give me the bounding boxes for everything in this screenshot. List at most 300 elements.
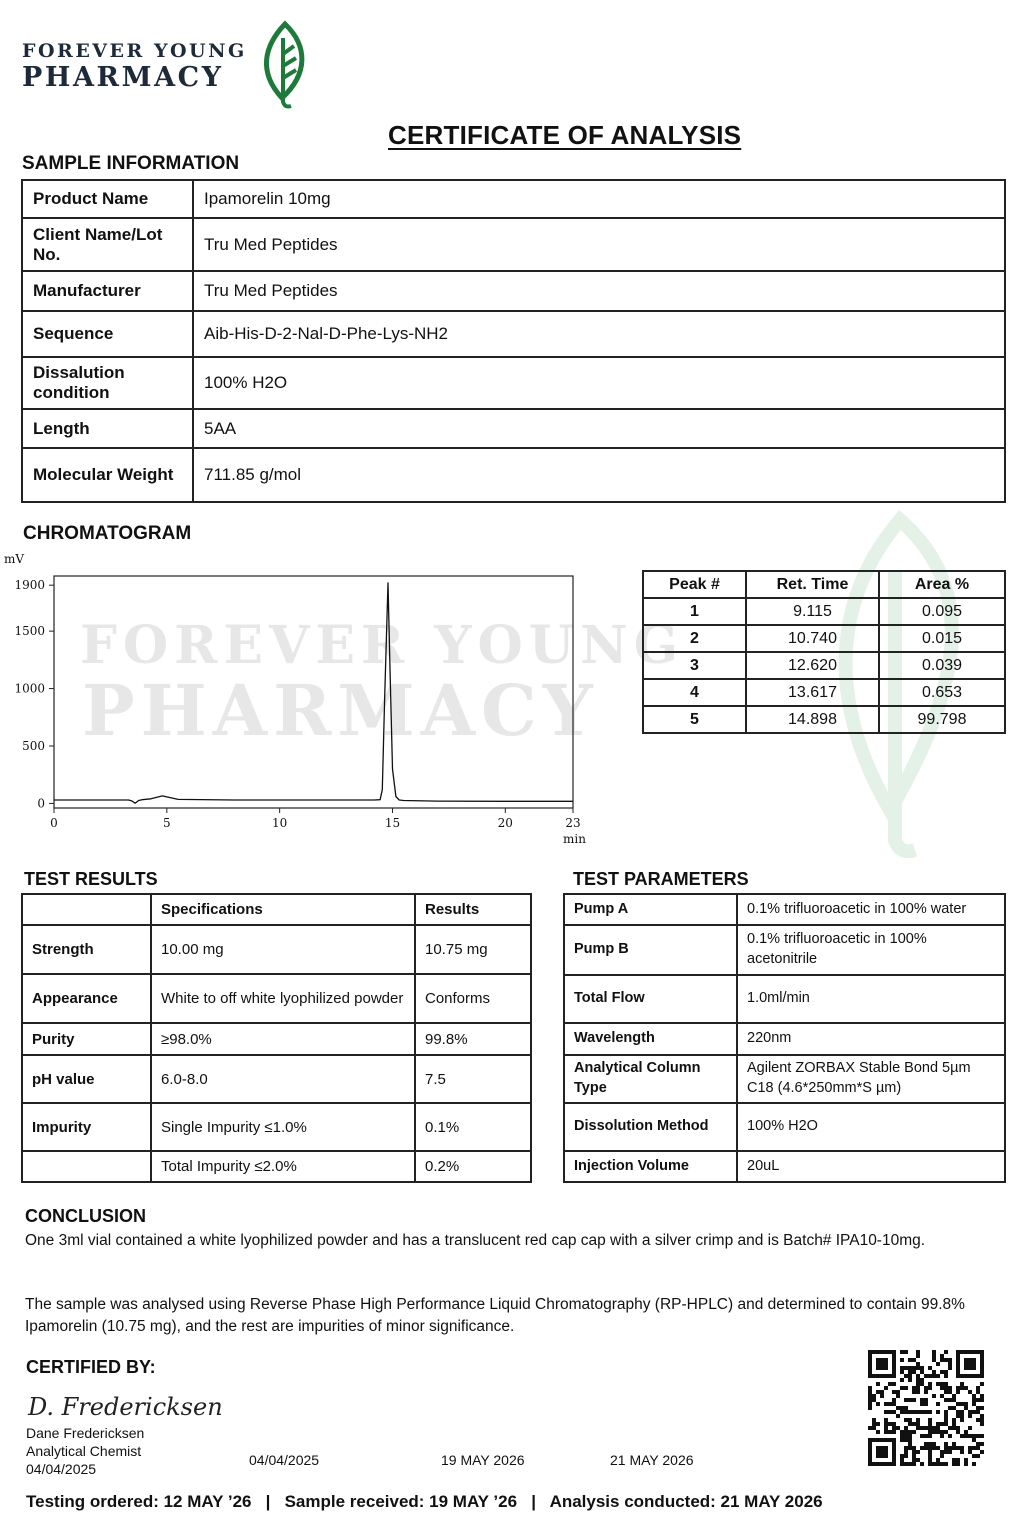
qr-module [928,1426,932,1430]
row-result: 0.2% [415,1151,531,1182]
qr-module [960,1402,964,1406]
qr-module [872,1418,876,1422]
qr-module [868,1426,872,1430]
table-row [22,1055,531,1103]
qr-module [912,1450,916,1454]
qr-module [952,1406,956,1410]
qr-module [928,1462,932,1466]
qr-module [960,1414,964,1418]
qr-module [944,1382,948,1386]
chromatogram-heading: CHROMATOGRAM [23,523,192,544]
qr-module [928,1366,932,1370]
qr-module [948,1426,952,1430]
qr-module [912,1446,916,1450]
qr-module [956,1390,960,1394]
qr-module [980,1394,984,1398]
qr-module [948,1358,952,1362]
qr-module [892,1398,896,1402]
qr-module [944,1450,948,1454]
qr-module [980,1434,984,1438]
row-result: 99.8% [415,1023,531,1055]
qr-module [912,1390,916,1394]
qr-module [884,1410,888,1414]
qr-module [908,1378,912,1382]
peak-ret-time: 10.740 [746,625,879,652]
qr-module [892,1382,896,1386]
qr-module [924,1410,928,1414]
x-tick-label: 20 [497,816,513,830]
qr-module [896,1406,900,1410]
qr-module [892,1426,896,1430]
qr-module [936,1458,940,1462]
table-row [22,925,531,974]
conclusion-heading: CONCLUSION [25,1206,146,1226]
qr-module [920,1402,924,1406]
param-value: Agilent ZORBAX Stable Bond 5µm C18 (4.6*250mm*S µm) [737,1055,1005,1103]
qr-module [896,1414,900,1418]
qr-module [940,1358,944,1362]
qr-module [876,1390,880,1394]
qr-module [924,1386,928,1390]
param-value: 220nm [737,1023,1005,1055]
table-row [564,975,1005,1023]
row-label: Product Name [22,180,193,218]
col-header-blank [22,894,151,925]
table-header-row [643,571,1005,598]
y-tick-label: 0 [37,796,45,811]
y-tick-label: 1900 [14,578,45,593]
qr-module [908,1366,912,1370]
test-parameters-heading: TEST PARAMETERS [573,869,749,889]
qr-module [912,1370,916,1374]
table-row [22,218,1005,271]
qr-module [956,1414,960,1418]
qr-module [900,1454,904,1458]
qr-module [948,1366,952,1370]
qr-finder [876,1446,888,1458]
qr-module [936,1430,940,1434]
qr-module [964,1406,968,1410]
peak-ret-time: 14.898 [746,706,879,733]
qr-module [932,1442,936,1446]
peak-table [642,570,1006,734]
param-value: 1.0ml/min [737,975,1005,1023]
qr-module [972,1462,976,1466]
qr-module [972,1402,976,1406]
row-value: 5AA [193,409,1005,448]
qr-module [940,1422,944,1426]
qr-module [932,1394,936,1398]
qr-module [968,1426,972,1430]
qr-module [920,1426,924,1430]
row-spec: 10.00 mg [151,925,415,974]
qr-module [912,1458,916,1462]
qr-module [976,1386,980,1390]
qr-module [920,1410,924,1414]
table-row [22,1103,531,1151]
qr-module [920,1462,924,1466]
qr-module [920,1446,924,1450]
qr-module [944,1462,948,1466]
date-field-a: 04/04/2025 [249,1452,320,1468]
qr-module [916,1354,920,1358]
qr-module [968,1446,972,1450]
peak-ret-time: 9.115 [746,598,879,625]
qr-module [884,1422,888,1426]
qr-module [916,1422,920,1426]
qr-module [888,1402,892,1406]
peak-number: 3 [643,652,746,679]
qr-module [940,1450,944,1454]
qr-module [928,1418,932,1422]
qr-finder [876,1358,888,1370]
qr-module [976,1410,980,1414]
qr-module [936,1374,940,1378]
qr-module [948,1406,952,1410]
qr-module [900,1458,904,1462]
qr-module [868,1406,872,1410]
qr-module [916,1426,920,1430]
row-label: Sequence [22,311,193,357]
sample-info-table [21,179,1006,503]
qr-module [916,1418,920,1422]
param-value: 0.1% trifluoroacetic in 100% acetonitrile [737,925,1005,975]
qr-module [972,1394,976,1398]
qr-module [964,1402,968,1406]
qr-module [912,1366,916,1370]
qr-module [904,1366,908,1370]
qr-module [940,1382,944,1386]
qr-module [976,1398,980,1402]
qr-module [872,1394,876,1398]
row-label: pH value [22,1055,151,1103]
qr-module [904,1446,908,1450]
qr-module [908,1374,912,1378]
qr-module [980,1450,984,1454]
peak-number: 1 [643,598,746,625]
row-label: Manufacturer [22,271,193,311]
qr-module [976,1418,980,1422]
qr-module [972,1446,976,1450]
qr-module [952,1398,956,1402]
qr-module [948,1386,952,1390]
table-row [564,1103,1005,1151]
qr-module [932,1426,936,1430]
qr-module [964,1386,968,1390]
qr-module [892,1422,896,1426]
qr-module [932,1350,936,1354]
qr-module [908,1438,912,1442]
chromatogram-chart [0,548,640,848]
qr-module [976,1454,980,1458]
qr-module [956,1426,960,1430]
qr-module [948,1362,952,1366]
qr-module [888,1422,892,1426]
qr-module [916,1390,920,1394]
qr-module [880,1390,884,1394]
x-tick-label: 23 [565,816,581,830]
y-axis-label: mV [4,552,25,566]
qr-module [880,1394,884,1398]
param-value: 100% H2O [737,1103,1005,1151]
qr-module [932,1374,936,1378]
qr-module [908,1434,912,1438]
qr-module [972,1454,976,1458]
peak-area: 0.039 [879,652,1005,679]
row-value: Tru Med Peptides [193,218,1005,271]
qr-module [928,1442,932,1446]
chromatogram-trace [54,583,573,803]
qr-module [944,1350,948,1354]
qr-module [976,1390,980,1394]
qr-module [936,1362,940,1366]
qr-module [980,1398,984,1402]
table-row [564,1055,1005,1103]
peak-number: 2 [643,625,746,652]
qr-module [912,1462,916,1466]
qr-module [908,1462,912,1466]
brand-logo-text [22,42,247,91]
col-header-ret-time: Ret. Time [746,571,879,598]
qr-module [980,1406,984,1410]
qr-module [920,1398,924,1402]
sample-info-heading: SAMPLE INFORMATION [22,153,240,174]
qr-module [916,1450,920,1454]
qr-module [932,1446,936,1450]
qr-module [900,1378,904,1382]
qr-module [944,1370,948,1374]
qr-module [928,1410,932,1414]
qr-module [912,1422,916,1426]
qr-module [948,1390,952,1394]
table-row [22,1151,531,1182]
qr-module [956,1458,960,1462]
qr-module [944,1414,948,1418]
row-label: Client Name/Lot No. [22,218,193,271]
qr-module [956,1410,960,1414]
table-row [22,357,1005,409]
qr-module [924,1442,928,1446]
qr-module [908,1446,912,1450]
qr-module [892,1390,896,1394]
qr-module [888,1430,892,1434]
qr-module [900,1406,904,1410]
qr-module [932,1430,936,1434]
qr-module [976,1406,980,1410]
qr-module [920,1434,924,1438]
qr-module [968,1434,972,1438]
qr-module [948,1450,952,1454]
qr-module [944,1430,948,1434]
qr-module [900,1410,904,1414]
qr-module [912,1386,916,1390]
qr-module [960,1386,964,1390]
qr-module [952,1422,956,1426]
test-parameters-table [563,893,1006,1183]
row-label [22,1151,151,1182]
qr-module [944,1358,948,1362]
peak-area: 0.095 [879,598,1005,625]
row-result: Conforms [415,974,531,1023]
qr-module [952,1458,956,1462]
qr-module [940,1354,944,1358]
qr-module [904,1434,908,1438]
table-row [22,311,1005,357]
signature-text: D. Fredericksen [28,1393,223,1421]
row-label: Appearance [22,974,151,1023]
qr-module [952,1418,956,1422]
qr-module [884,1402,888,1406]
qr-module [940,1394,944,1398]
qr-module [972,1410,976,1414]
row-result: 0.1% [415,1103,531,1151]
qr-module [884,1418,888,1422]
qr-module [976,1446,980,1450]
qr-module [932,1354,936,1358]
x-tick-label: 10 [272,816,288,830]
qr-module [904,1386,908,1390]
qr-module [920,1366,924,1370]
x-tick-label: 5 [163,816,171,830]
row-spec: ≥98.0% [151,1023,415,1055]
certifier-name: Dane Fredericksen [26,1425,145,1441]
qr-module [928,1434,932,1438]
row-label: Strength [22,925,151,974]
qr-module [904,1398,908,1402]
qr-module [904,1418,908,1422]
qr-module [948,1446,952,1450]
qr-module [916,1378,920,1382]
qr-module [940,1454,944,1458]
qr-module [924,1434,928,1438]
footer-separator: | [531,1492,537,1511]
testing-ordered: Testing ordered: 12 MAY ’26 [26,1492,252,1511]
row-spec: 6.0-8.0 [151,1055,415,1103]
qr-module [928,1458,932,1462]
qr-module [968,1414,972,1418]
row-value: Ipamorelin 10mg [193,180,1005,218]
row-spec: Single Impurity ≤1.0% [151,1103,415,1151]
table-row [643,679,1005,706]
table-row [22,448,1005,502]
conclusion-paragraph-2: The sample was analysed using Reverse Phase High Performance Liquid Chromatography (RP-HPLC) and determined to contain 99.8% Ipamorelin (10.75 mg), and the rest are impurities of minor significance. [25,1296,965,1335]
qr-module [876,1382,880,1386]
row-value: 100% H2O [193,357,1005,409]
y-tick-label: 500 [22,738,45,753]
analysis-conducted: Analysis conducted: 21 MAY 2026 [549,1492,823,1511]
qr-module [912,1454,916,1458]
date-field-c: 21 MAY 2026 [610,1452,694,1468]
qr-module [868,1402,872,1406]
row-result: 7.5 [415,1055,531,1103]
qr-module [904,1410,908,1414]
param-value: 0.1% trifluoroacetic in 100% water [737,894,1005,925]
qr-module [956,1386,960,1390]
qr-module [904,1462,908,1466]
table-row [22,180,1005,218]
qr-module [916,1458,920,1462]
qr-module [912,1398,916,1402]
qr-module [900,1386,904,1390]
qr-module [908,1418,912,1422]
row-value: 711.85 g/mol [193,448,1005,502]
test-results-heading: TEST RESULTS [24,869,158,889]
qr-module [916,1374,920,1378]
peak-area: 0.015 [879,625,1005,652]
qr-module [952,1442,956,1446]
certified-by-heading: CERTIFIED BY: [26,1357,156,1377]
qr-module [956,1446,960,1450]
table-row [643,625,1005,652]
table-row [643,706,1005,733]
signature [26,1387,223,1425]
qr-module [888,1410,892,1414]
row-value: Tru Med Peptides [193,271,1005,311]
qr-module [956,1462,960,1466]
qr-module [960,1382,964,1386]
qr-finder [964,1358,976,1370]
certifier-date: 04/04/2025 [26,1461,97,1477]
qr-module [928,1430,932,1434]
row-spec: White to off white lyophilized powder [151,974,415,1023]
qr-module [916,1382,920,1386]
qr-module [944,1446,948,1450]
qr-module [928,1382,932,1386]
certifier-block [26,1424,144,1478]
table-row [564,1023,1005,1055]
qr-module [936,1462,940,1466]
qr-module [916,1362,920,1366]
table-row [643,598,1005,625]
leaf-logo-icon [256,20,314,110]
peak-area: 99.798 [879,706,1005,733]
qr-module [932,1370,936,1374]
y-tick-label: 1500 [14,624,45,639]
qr-module [908,1422,912,1426]
col-header-specifications: Specifications [151,894,415,925]
qr-module [976,1442,980,1446]
qr-module [944,1398,948,1402]
col-header-peak: Peak # [643,571,746,598]
qr-module [900,1430,904,1434]
watermark-line-2: PHARMACY [82,669,599,752]
qr-module [900,1434,904,1438]
qr-module [932,1358,936,1362]
qr-module [920,1370,924,1374]
qr-module [944,1442,948,1446]
date-field-b: 19 MAY 2026 [441,1452,525,1468]
qr-module [896,1394,900,1398]
table-row [643,652,1005,679]
qr-module [952,1394,956,1398]
qr-module [944,1390,948,1394]
qr-module [944,1422,948,1426]
peak-number: 5 [643,706,746,733]
qr-module [944,1386,948,1390]
qr-module [888,1382,892,1386]
sample-received: Sample received: 19 MAY ’26 [284,1492,518,1511]
qr-module [912,1430,916,1434]
qr-module [908,1398,912,1402]
qr-module [968,1450,972,1454]
table-row [22,271,1005,311]
qr-module [972,1438,976,1442]
qr-module [908,1442,912,1446]
qr-module [896,1390,900,1394]
qr-module [924,1398,928,1402]
qr-module [916,1386,920,1390]
row-value: Aib-His-D-2-Nal-D-Phe-Lys-NH2 [193,311,1005,357]
